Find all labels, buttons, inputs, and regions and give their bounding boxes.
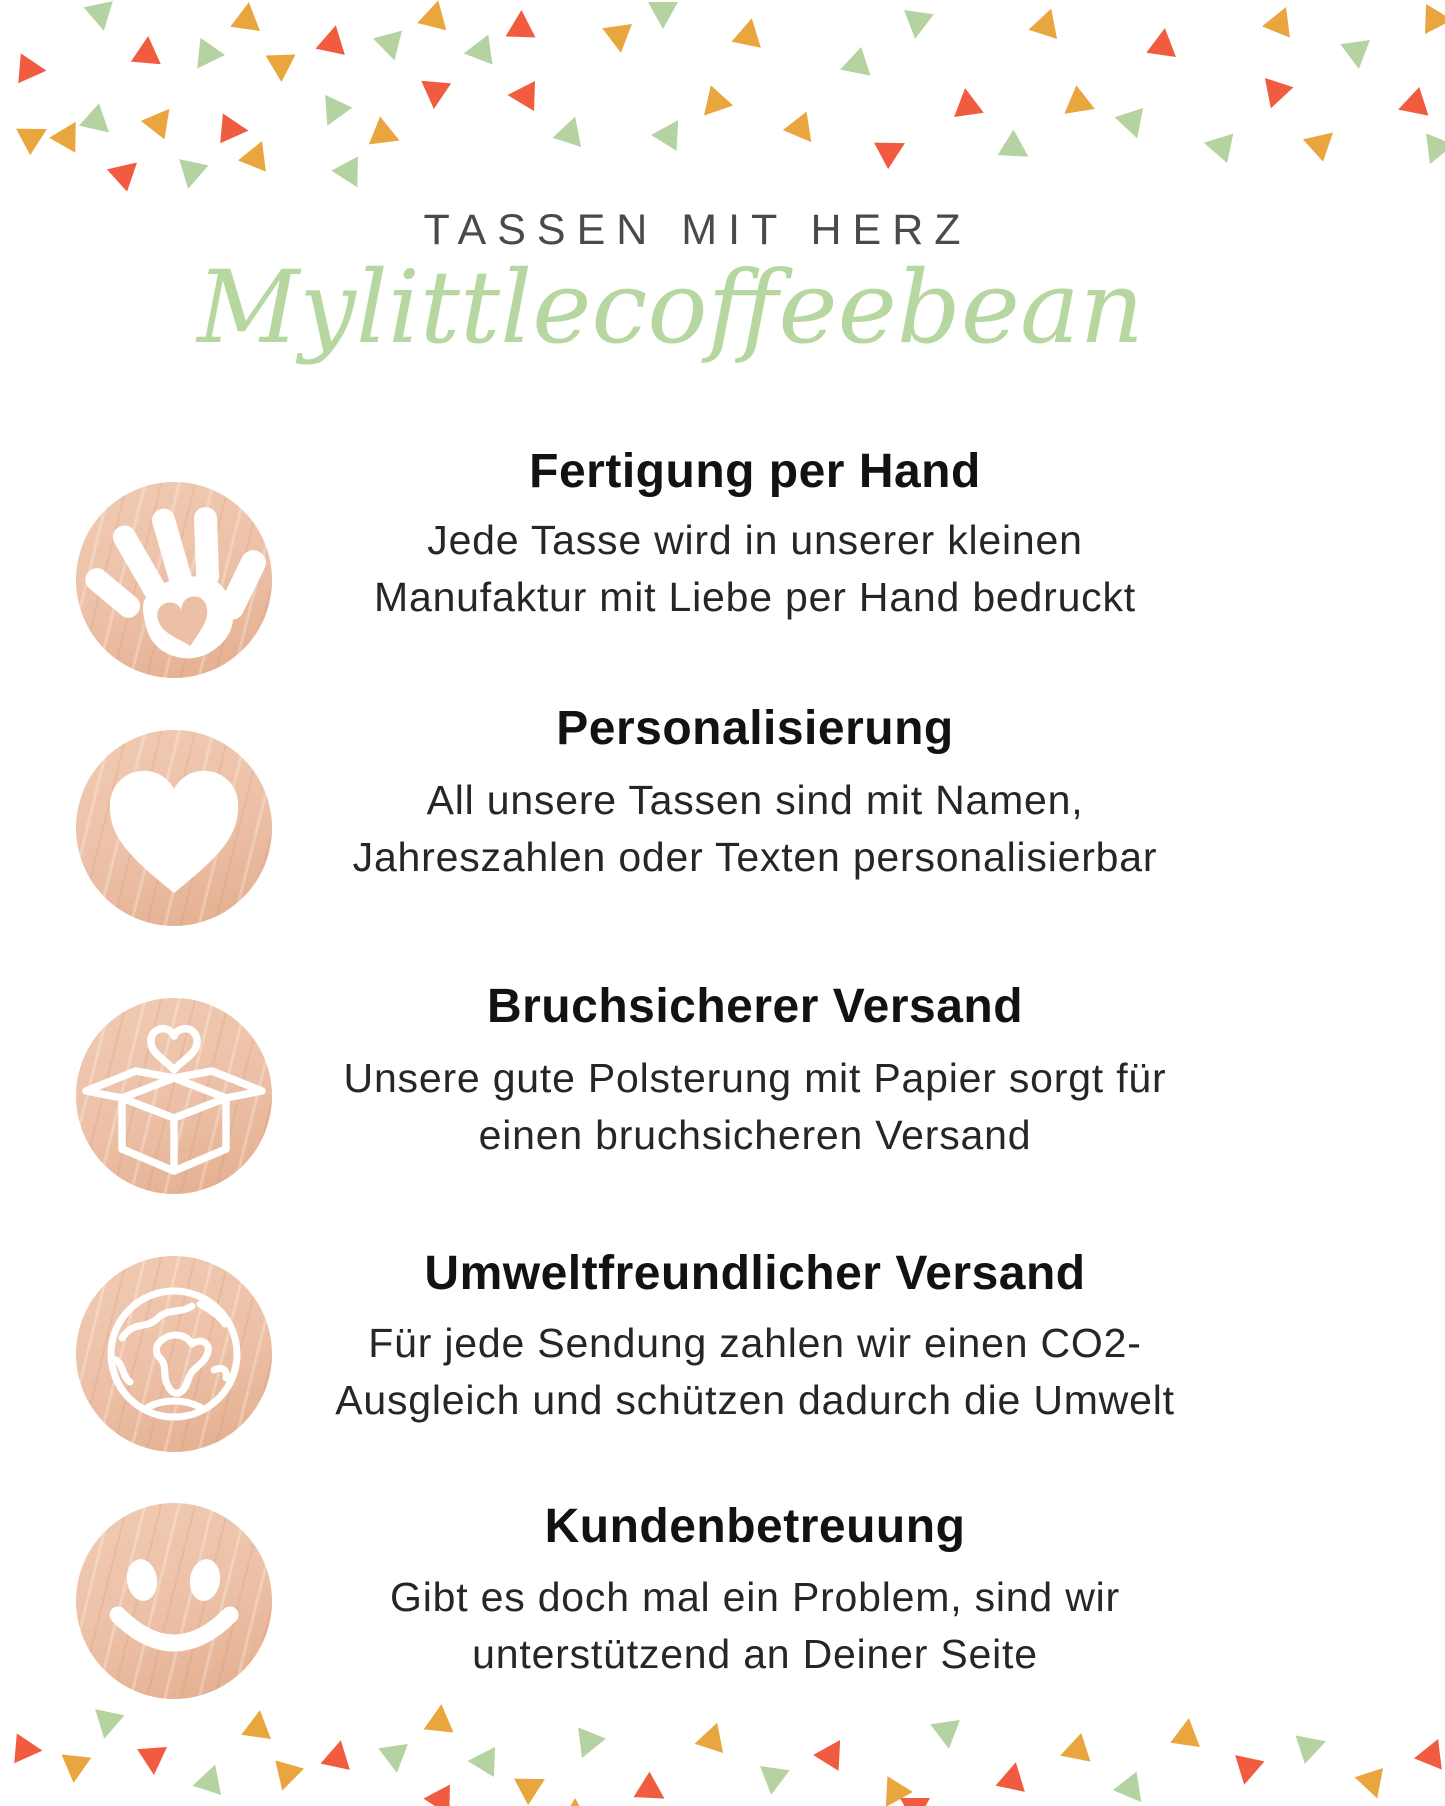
confetti-triangle: [998, 130, 1037, 170]
confetti-triangle: [648, 2, 678, 29]
feature-body-line-2: Manufaktur mit Liebe per Hand bedruckt: [374, 574, 1136, 620]
feature-body-line-1: Gibt es doch mal ein Problem, sind wir: [390, 1574, 1120, 1620]
confetti-triangle: [18, 53, 48, 85]
feature-title: Bruchsicherer Versand: [486, 980, 1024, 1033]
confetti-triangle: [266, 54, 297, 82]
feature-body: [175, 512, 1335, 626]
confetti-triangle: [14, 1733, 44, 1765]
confetti-triangle: [369, 117, 405, 155]
confetti-triangle: [602, 24, 635, 55]
confetti-triangle: [1055, 85, 1095, 125]
feature-title: Fertigung per Hand: [529, 445, 981, 498]
confetti-triangle: [84, 1, 119, 34]
confetti-triangle: [373, 31, 409, 65]
confetti-triangle: [378, 1744, 411, 1775]
confetti-triangle: [462, 35, 493, 68]
confetti-triangle: [314, 95, 353, 132]
confetti-triangle: [900, 10, 933, 41]
confetti-triangle: [141, 100, 181, 140]
confetti-triangle: [417, 0, 453, 30]
confetti-triangle: [507, 80, 535, 111]
confetti-triangle: [268, 1760, 304, 1794]
confetti-triangle: [813, 1732, 853, 1771]
feature-title: Umweltfreundlicher Versand: [424, 1247, 1086, 1300]
confetti-triangle: [1146, 26, 1179, 57]
confetti-triangle: [424, 1703, 457, 1733]
confetti-triangle: [693, 85, 733, 125]
feature-body: [175, 772, 1335, 886]
confetti-triangle: [1425, 4, 1445, 35]
feature-body-line-2: Jahreszahlen oder Texten personalisierbar: [352, 834, 1158, 880]
confetti-triangle: [996, 1759, 1031, 1792]
confetti-triangle: [230, 0, 263, 31]
confetti-triangle: [1414, 1733, 1445, 1769]
confetti-triangle: [316, 22, 351, 55]
confetti-triangle: [423, 1785, 462, 1806]
brand-script-title: Mylittlecoffeebean: [196, 249, 1145, 366]
confetti-triangle: [553, 112, 590, 147]
feature-title: Kundenbetreuung: [544, 1500, 966, 1553]
confetti-triangle: [900, 1798, 930, 1806]
confetti-triangle: [874, 130, 912, 169]
confetti-triangle: [950, 86, 983, 117]
confetti-triangle: [1296, 1727, 1331, 1764]
confetti-triangle: [695, 1718, 732, 1753]
feature-body: [175, 1569, 1335, 1683]
confetti-triangle: [1303, 121, 1343, 161]
confetti-triangle: [1394, 87, 1429, 124]
feature-body: [175, 1050, 1335, 1164]
confetti-triangle: [560, 1798, 590, 1806]
confetti-triangle: [634, 1772, 673, 1806]
confetti-triangle: [1056, 1733, 1091, 1770]
confetti-triangle: [836, 47, 871, 84]
confetti-triangle: [1416, 133, 1445, 169]
confetti-triangle: [16, 116, 54, 155]
tagline: TASSEN MIT HERZ: [423, 206, 972, 254]
confetti-triangle: [79, 103, 119, 143]
confetti-triangle: [1340, 40, 1373, 71]
confetti-triangle: [1029, 4, 1066, 39]
confetti-triangle: [419, 81, 451, 111]
confetti-triangle: [185, 38, 225, 77]
confetti-triangle: [1230, 1755, 1265, 1788]
confetti-triangle: [331, 157, 370, 195]
confetti-triangle: [107, 151, 147, 191]
confetti-triangle: [137, 1747, 169, 1776]
feature-body-line-1: Für jede Sendung zahlen wir einen CO2-: [368, 1320, 1142, 1366]
confetti-triangle: [756, 1766, 789, 1797]
confetti-triangle: [1115, 108, 1152, 143]
confetti-triangle: [783, 112, 823, 152]
feature-body-line-1: All unsere Tassen sind mit Namen,: [426, 777, 1084, 823]
confetti-triangle: [1113, 1772, 1153, 1806]
feature-body: [175, 1315, 1335, 1429]
confetti-triangle: [651, 112, 691, 151]
confetti-triangle: [1262, 1, 1300, 37]
confetti-triangle: [241, 1708, 274, 1739]
confetti-triangle: [59, 1755, 92, 1785]
confetti-triangle: [131, 35, 163, 65]
confetti-triangle: [174, 159, 209, 192]
confetti-triangle: [568, 1727, 606, 1763]
confetti-triangle: [1170, 1716, 1203, 1747]
feature-body-line-1: Unsere gute Polsterung mit Papier sorgt für: [343, 1055, 1167, 1101]
feature-title: Personalisierung: [556, 702, 954, 755]
feature-body-line-2: einen bruchsicheren Versand: [478, 1112, 1032, 1158]
confetti-triangle: [930, 1720, 963, 1751]
feature-body-line-1: Jede Tasse wird in unserer kleinen: [427, 517, 1083, 563]
confetti-triangle: [1257, 78, 1294, 113]
confetti-triangle: [321, 1737, 356, 1770]
feature-body-line-2: Ausgleich und schützen dadurch die Umwelt: [335, 1377, 1175, 1423]
confetti-triangle: [732, 15, 767, 48]
confetti-triangle: [1355, 1768, 1392, 1803]
confetti-triangle: [467, 1746, 495, 1777]
confetti-triangle: [514, 1766, 552, 1805]
confetti-triangle: [506, 9, 537, 37]
feature-body-line-2: unterstützend an Deiner Seite: [472, 1631, 1038, 1677]
confetti-triangle: [90, 1709, 125, 1742]
confetti-triangle: [193, 1760, 230, 1795]
confetti-triangle: [1201, 128, 1234, 163]
